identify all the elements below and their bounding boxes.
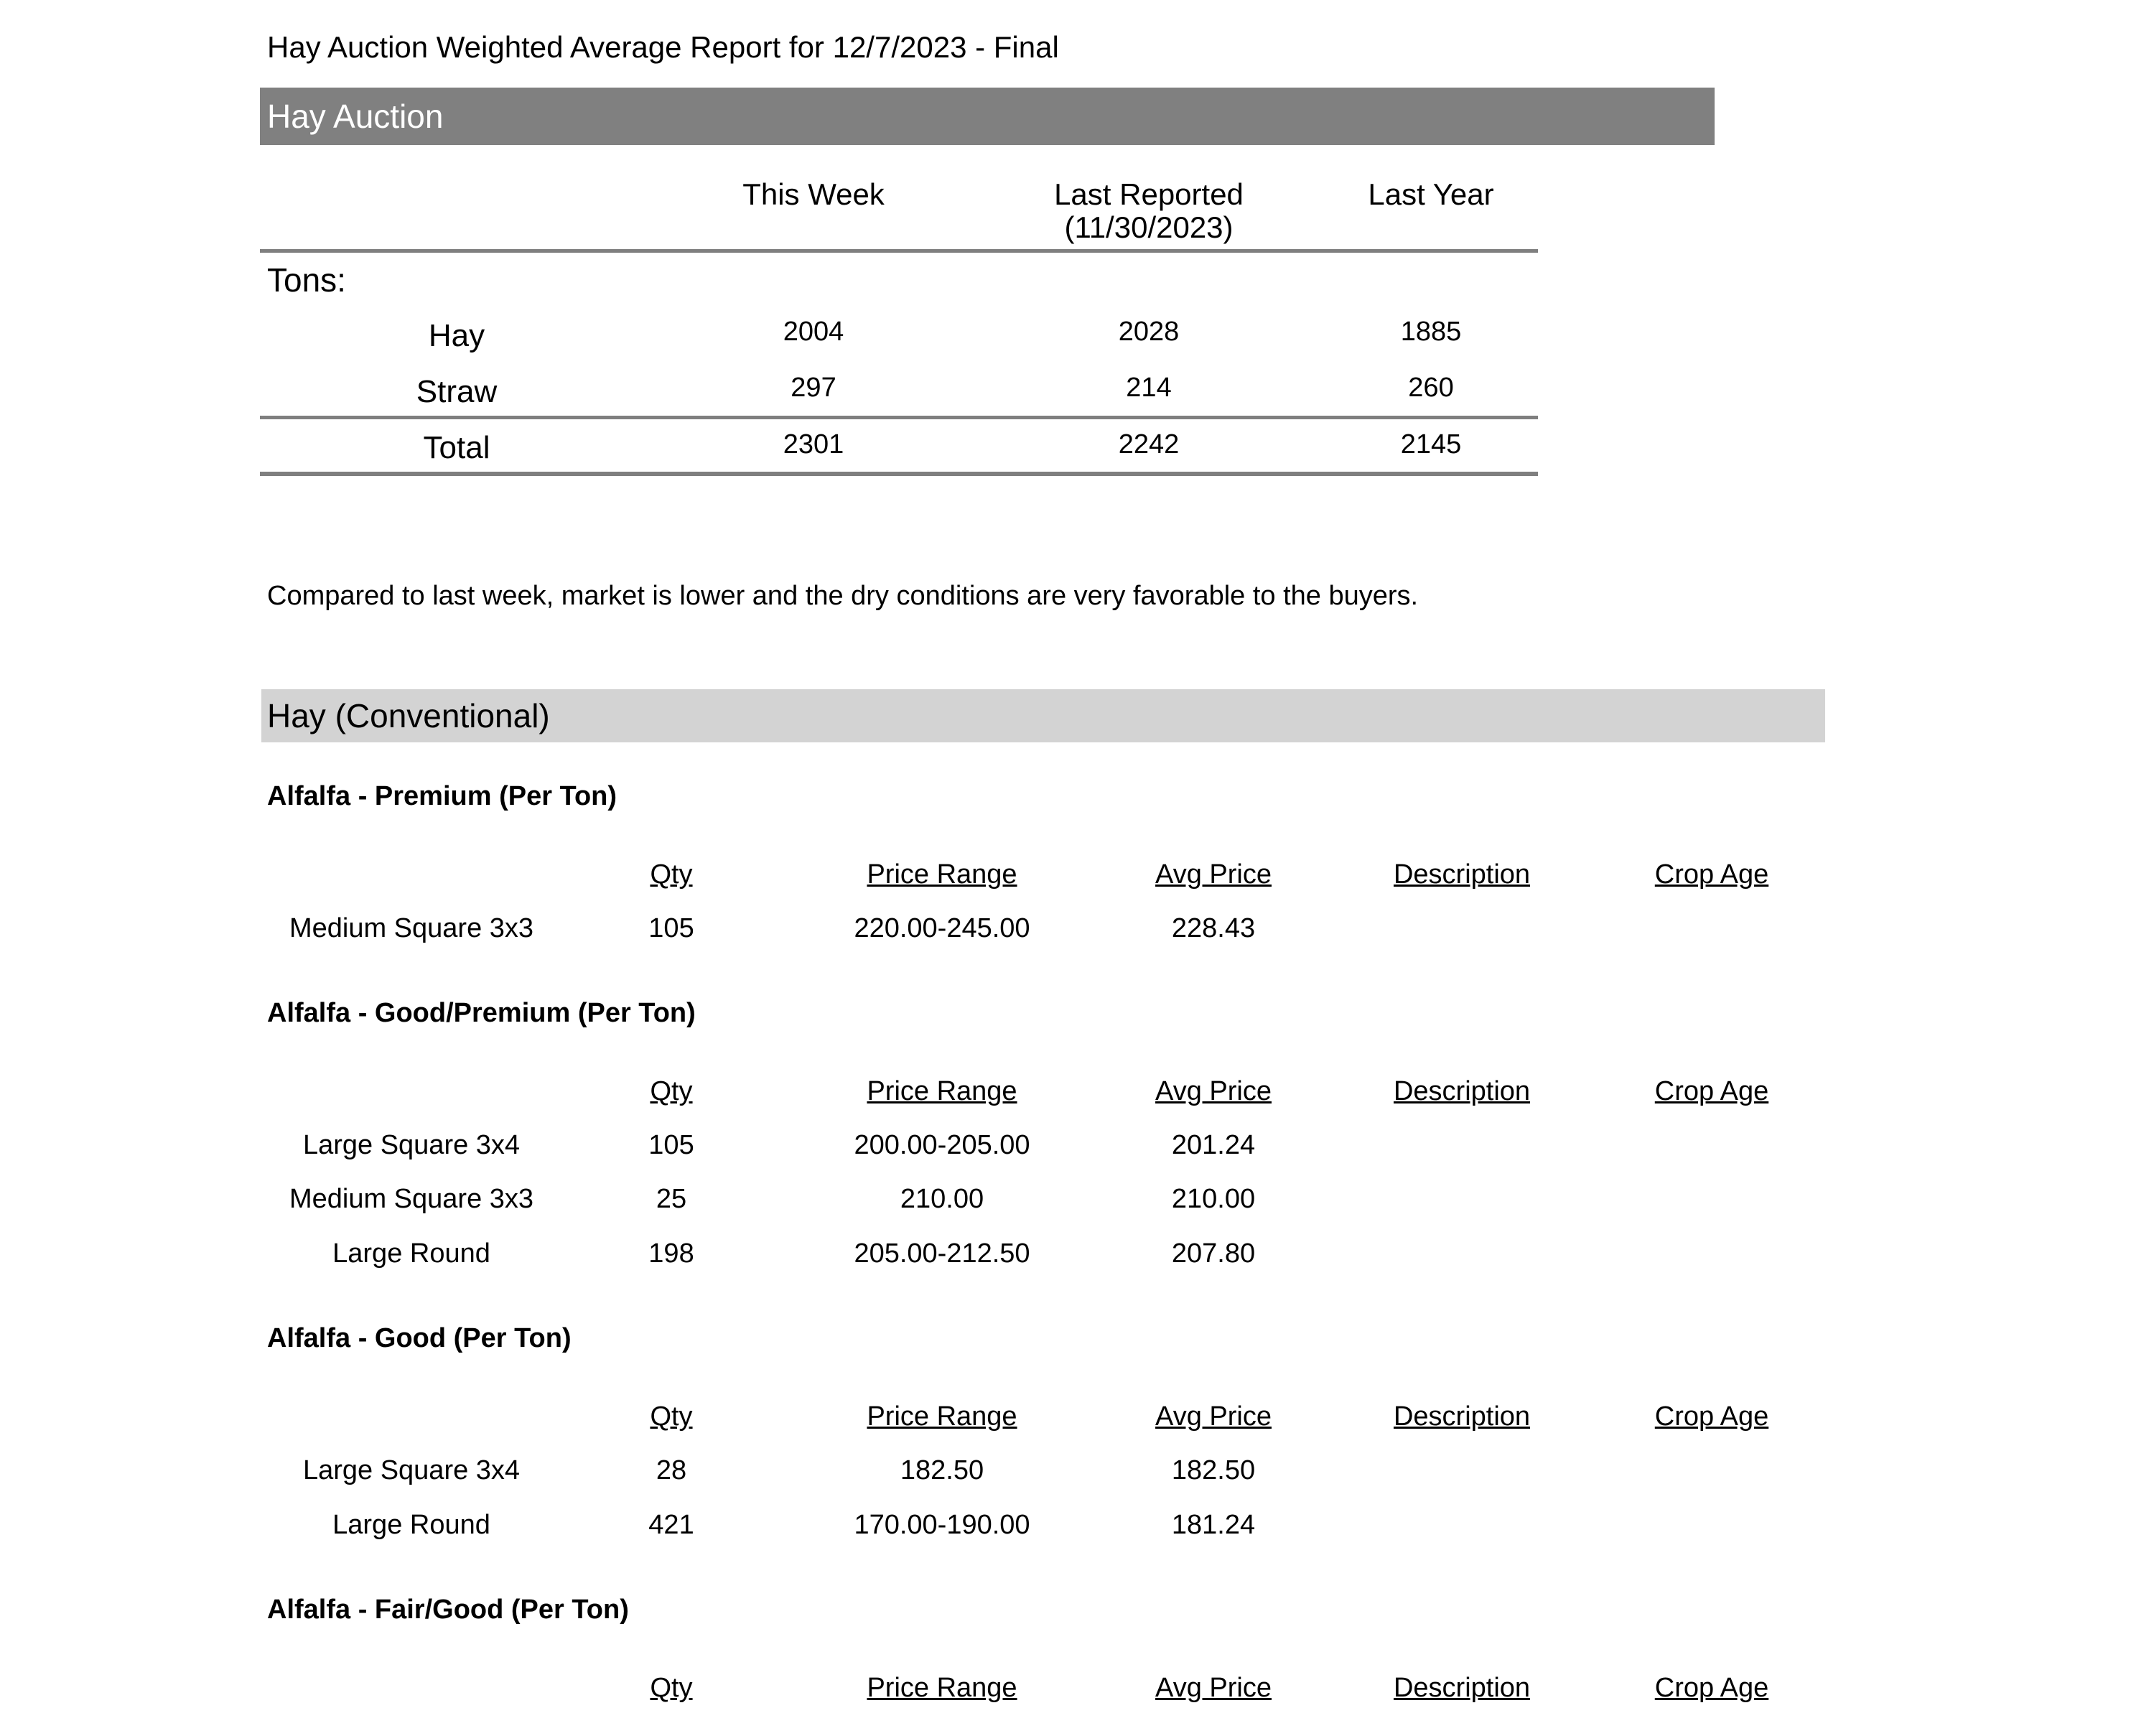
hay-this-week: 2004 <box>783 317 844 347</box>
col-header-price-range: Price Range <box>867 859 1017 890</box>
row-type: Medium Square 3x3 <box>289 1184 534 1214</box>
row-avg-price: 181.24 <box>1171 1510 1256 1540</box>
col-header-qty: Qty <box>650 1401 693 1432</box>
row-price-range: 220.00-245.00 <box>854 913 1030 943</box>
total-this-week: 2301 <box>783 429 844 459</box>
row-avg-price: 207.80 <box>1171 1238 1256 1269</box>
category-title: Alfalfa - Fair/Good (Per Ton) <box>267 1595 629 1625</box>
row-price-range: 205.00-212.50 <box>854 1238 1030 1269</box>
col-header-avg-price: Avg Price <box>1155 859 1272 890</box>
row-price-range: 170.00-190.00 <box>854 1510 1030 1540</box>
col-header-avg-price: Avg Price <box>1155 1076 1272 1106</box>
row-label-straw: Straw <box>416 374 498 409</box>
row-label-hay: Hay <box>428 318 485 353</box>
straw-last-year: 260 <box>1408 373 1454 403</box>
hay-auction-band <box>260 88 1715 145</box>
col-header-price-range: Price Range <box>867 1076 1017 1106</box>
col-header-qty: Qty <box>650 859 693 890</box>
straw-this-week: 297 <box>791 373 836 403</box>
hay-last-year: 1885 <box>1400 317 1462 347</box>
col-header-description: Description <box>1393 859 1531 890</box>
col-header-last-year: Last Year <box>1368 177 1494 211</box>
straw-last-reported: 214 <box>1126 373 1172 403</box>
row-qty: 198 <box>648 1238 694 1269</box>
col-header-qty: Qty <box>650 1076 693 1106</box>
col-header-avg-price: Avg Price <box>1155 1673 1272 1703</box>
bottom-rule <box>260 472 1538 476</box>
row-type: Large Round <box>332 1510 490 1540</box>
row-avg-price: 182.50 <box>1171 1455 1256 1485</box>
row-price-range: 210.00 <box>900 1184 984 1214</box>
col-header-crop-age: Crop Age <box>1654 1401 1769 1432</box>
col-header-last-reported: Last Reported <box>1054 177 1244 211</box>
col-header-description: Description <box>1393 1076 1531 1106</box>
col-header-avg-price: Avg Price <box>1155 1401 1272 1432</box>
row-type: Large Square 3x4 <box>302 1455 521 1485</box>
hay-auction-band-title: Hay Auction <box>267 98 444 135</box>
col-header-this-week: This Week <box>742 177 885 211</box>
row-qty: 28 <box>656 1455 687 1485</box>
row-qty: 105 <box>648 1130 694 1160</box>
total-last-reported: 2242 <box>1118 429 1180 459</box>
tons-label: Tons: <box>267 261 346 299</box>
row-label-total: Total <box>423 430 490 465</box>
col-header-price-range: Price Range <box>867 1673 1017 1703</box>
col-header-description: Description <box>1393 1401 1531 1432</box>
col-header-description: Description <box>1393 1673 1531 1703</box>
category-title: Alfalfa - Good (Per Ton) <box>267 1323 572 1353</box>
total-last-year: 2145 <box>1400 429 1462 459</box>
row-avg-price: 210.00 <box>1171 1184 1256 1214</box>
report-title: Hay Auction Weighted Average Report for 12/7/2023 - Final <box>267 30 1059 64</box>
row-qty: 25 <box>656 1184 687 1214</box>
row-price-range: 200.00-205.00 <box>854 1130 1030 1160</box>
col-header-qty: Qty <box>650 1673 693 1703</box>
row-qty: 421 <box>648 1510 694 1540</box>
hay-conventional-band-title: Hay (Conventional) <box>267 697 550 734</box>
category-title: Alfalfa - Premium (Per Ton) <box>267 781 617 811</box>
col-header-crop-age: Crop Age <box>1654 859 1769 890</box>
total-rule <box>260 416 1538 419</box>
row-type: Large Round <box>332 1238 490 1269</box>
row-avg-price: 228.43 <box>1171 913 1256 943</box>
col-header-price-range: Price Range <box>867 1401 1017 1432</box>
col-header-crop-age: Crop Age <box>1654 1076 1769 1106</box>
row-avg-price: 201.24 <box>1171 1130 1256 1160</box>
hay-conventional-band <box>261 689 1825 742</box>
market-commentary: Compared to last week, market is lower and the dry conditions are very favorable to the buyers. <box>267 581 1419 611</box>
row-price-range: 182.50 <box>900 1455 984 1485</box>
row-type: Medium Square 3x3 <box>289 913 534 943</box>
col-header-last-reported-date: (11/30/2023) <box>1064 210 1234 244</box>
col-header-crop-age: Crop Age <box>1654 1673 1769 1703</box>
hay-last-reported: 2028 <box>1118 317 1180 347</box>
header-rule <box>260 249 1538 253</box>
row-qty: 105 <box>648 913 694 943</box>
row-type: Large Square 3x4 <box>302 1130 521 1160</box>
category-title: Alfalfa - Good/Premium (Per Ton) <box>267 998 696 1028</box>
